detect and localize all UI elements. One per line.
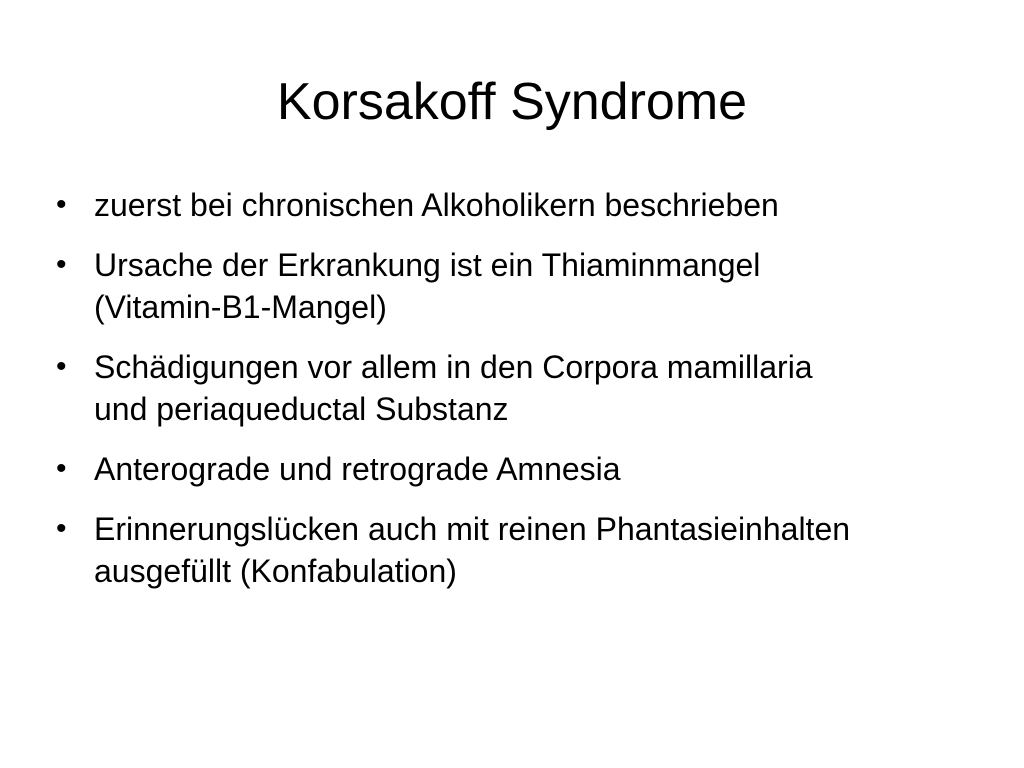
bullet-text-line: zuerst bei chronischen Alkoholikern beschrieben [94, 187, 779, 223]
bullet-text [94, 244, 976, 328]
bullet-text [94, 346, 976, 430]
bullet-text-line: Anterograde und retrograde Amnesia [94, 451, 621, 487]
bullet-item [56, 244, 976, 328]
bullet-text-line: und periaqueductal Substanz [94, 391, 509, 427]
bullet-text-line: ausgefüllt (Konfabulation) [94, 553, 457, 589]
bullet-item [56, 508, 976, 592]
bullet-icon: • [56, 188, 67, 221]
bullet-icon: • [56, 512, 67, 545]
bullet-text-line: (Vitamin-B1-Mangel) [94, 289, 387, 325]
bullet-text [94, 184, 976, 226]
bullet-item [56, 448, 976, 490]
bullet-text-line: Erinnerungslücken auch mit reinen Phantasieinhalten [94, 511, 851, 547]
bullet-icon: • [56, 350, 67, 383]
bullet-text [94, 508, 976, 592]
slide-title: Korsakoff Syndrome [276, 73, 748, 131]
bullet-item [56, 346, 976, 430]
bullet-item [56, 184, 976, 226]
bullet-text [94, 448, 976, 490]
bullet-text-line: Schädigungen vor allem in den Corpora mamillaria [94, 349, 813, 385]
bullet-list [56, 184, 976, 610]
bullet-icon: • [56, 452, 67, 485]
bullet-icon: • [56, 248, 67, 281]
bullet-text-line: Ursache der Erkrankung ist ein Thiaminmangel [94, 247, 761, 283]
